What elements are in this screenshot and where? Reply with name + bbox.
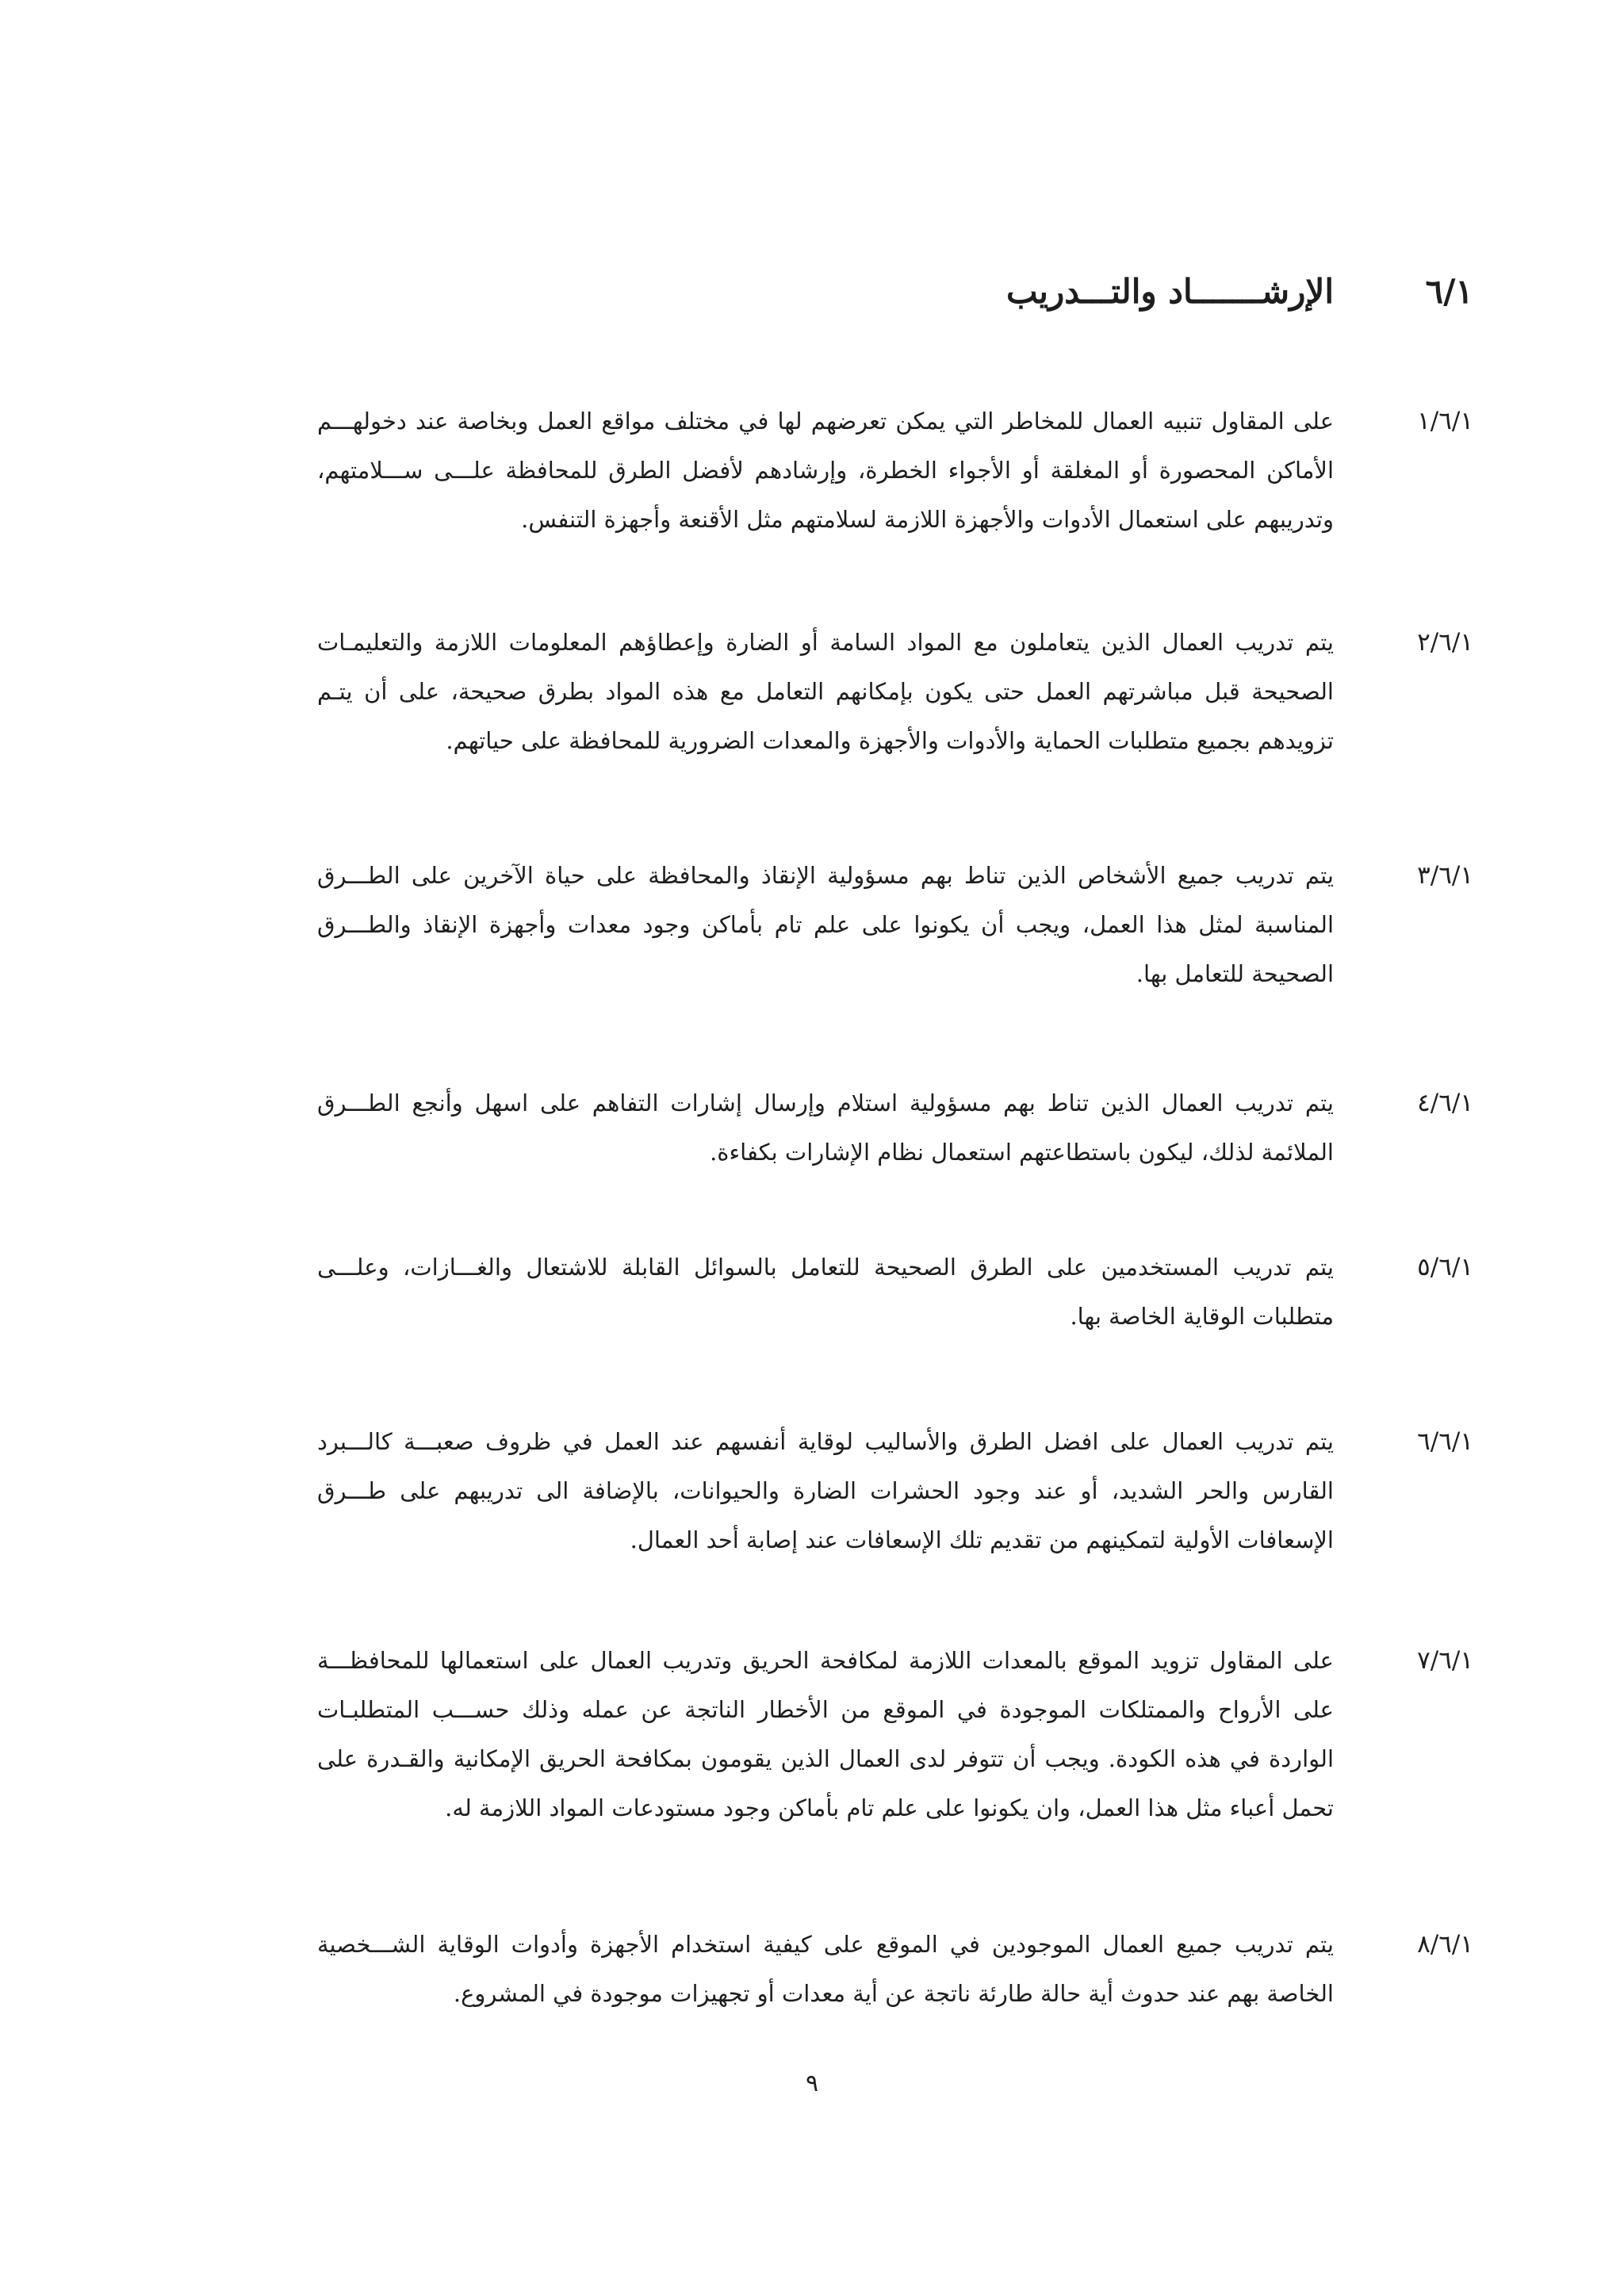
- section-heading: [1006, 268, 1473, 316]
- clause-number: ١/٦/١: [1417, 407, 1473, 435]
- clause-number: ٥/٦/١: [1417, 1253, 1473, 1281]
- clause-number: ٣/٦/١: [1417, 861, 1473, 890]
- clause-text: على المقاول تنبيه العمال للمخاطر التي يمكن تعرضهم لها في مختلف مواقع العمل وبخاصة عند دخولهـــم الأماكن المحصورة أو المغلقة أو الأجواء الخطرة، وإرشادهم لأفضل الطرق للمحافظة علـــى ســـلامتهم، وتدريبهم على استعمال الأدوات والأجهزة اللازمة لسلامتهم مثل الأقنعة وأجهزة التنفس.: [317, 408, 1334, 533]
- section-title: الإرشـــــــاد والتـــدريب: [1006, 272, 1334, 311]
- page-number: ٩: [805, 2070, 819, 2097]
- clause-text: يتم تدريب جميع الأشخاص الذين تناط بهم مسؤولية الإنقاذ والمحافظة على حياة الآخرين على الطـــرق المناسبة لمثل هذا العمل، ويجب أن يكونوا على علم تام بأماكن وجود معدات وأجهزة الإنقاذ والطـــرق الصحيحة للتعامل بها.: [317, 862, 1334, 987]
- clause-number: ٦/٦/١: [1417, 1427, 1473, 1456]
- clause-number: ٧/٦/١: [1417, 1646, 1473, 1675]
- clause-number: ٤/٦/١: [1417, 1089, 1473, 1117]
- section-number: ٦/١: [1425, 272, 1473, 311]
- clause-text: يتم تدريب المستخدمين على الطرق الصحيحة للتعامل بالسوائل القابلة للاشتعال والغـــازات، وعلـــى متطلبات الوقاية الخاصة بها.: [317, 1254, 1334, 1330]
- clause-text: على المقاول تزويد الموقع بالمعدات اللازمة لمكافحة الحريق وتدريب العمال على استعمالها للمحافظـــة على الأرواح والممتلكات الموجودة في الموقع من الأخطار الناتجة عن عمله وذلك حســـب المتطلبـات الواردة في هذه الكودة. ويجب أن تتوفر لدى العمال الذين يقومون بمكافحة الحريق الإمكانية والقـدرة على تحمل أعباء مثل هذا العمل، وان يكونوا على علم تام بأماكن وجود مستودعات المواد اللازمة له.: [317, 1647, 1334, 1821]
- clause-number: ٨/٦/١: [1417, 1930, 1473, 1959]
- clause-text: يتم تدريب العمال الذين يتعاملون مع المواد السامة أو الضارة وإعطاؤهم المعلومات اللازمة والتعليمـات الصحيحة قبل مباشرتهم العمل حتى يكون بإمكانهم التعامل مع هذه المواد بطرق صحيحة، على أن يتـم تزويدهم بجميع متطلبات الحماية والأدوات والأجهزة والمعدات الضرورية للمحافظة على حياتهم.: [317, 629, 1334, 754]
- clause-text: يتم تدريب جميع العمال الموجودين في الموقع على كيفية استخدام الأجهزة وأدوات الوقاية الشـــخصية الخاصة بهم عند حدوث أية حالة طارئة ناتجة عن أية معدات أو تجهيزات موجودة في المشروع.: [317, 1931, 1334, 2007]
- clause-text: يتم تدريب العمال على افضل الطرق والأساليب لوقاية أنفسهم عند العمل في ظروف صعبـــة كالـــبرد القارس والحر الشديد، أو عند وجود الحشرات الضارة والحيوانات، بالإضافة الى تدريبهم على طـــرق الإسعافات الأولية لتمكينهم من تقديم تلك الإسعافات عند إصابة أحد العمال.: [317, 1428, 1334, 1553]
- clause-number: ٢/٦/١: [1417, 628, 1473, 657]
- clause-text: يتم تدريب العمال الذين تناط بهم مسؤولية استلام وإرسال إشارات التفاهم على اسهل وأنجع الطـــرق الملائمة لذلك، ليكون باستطاعتهم استعمال نظام الإشارات بكفاءة.: [317, 1090, 1334, 1166]
